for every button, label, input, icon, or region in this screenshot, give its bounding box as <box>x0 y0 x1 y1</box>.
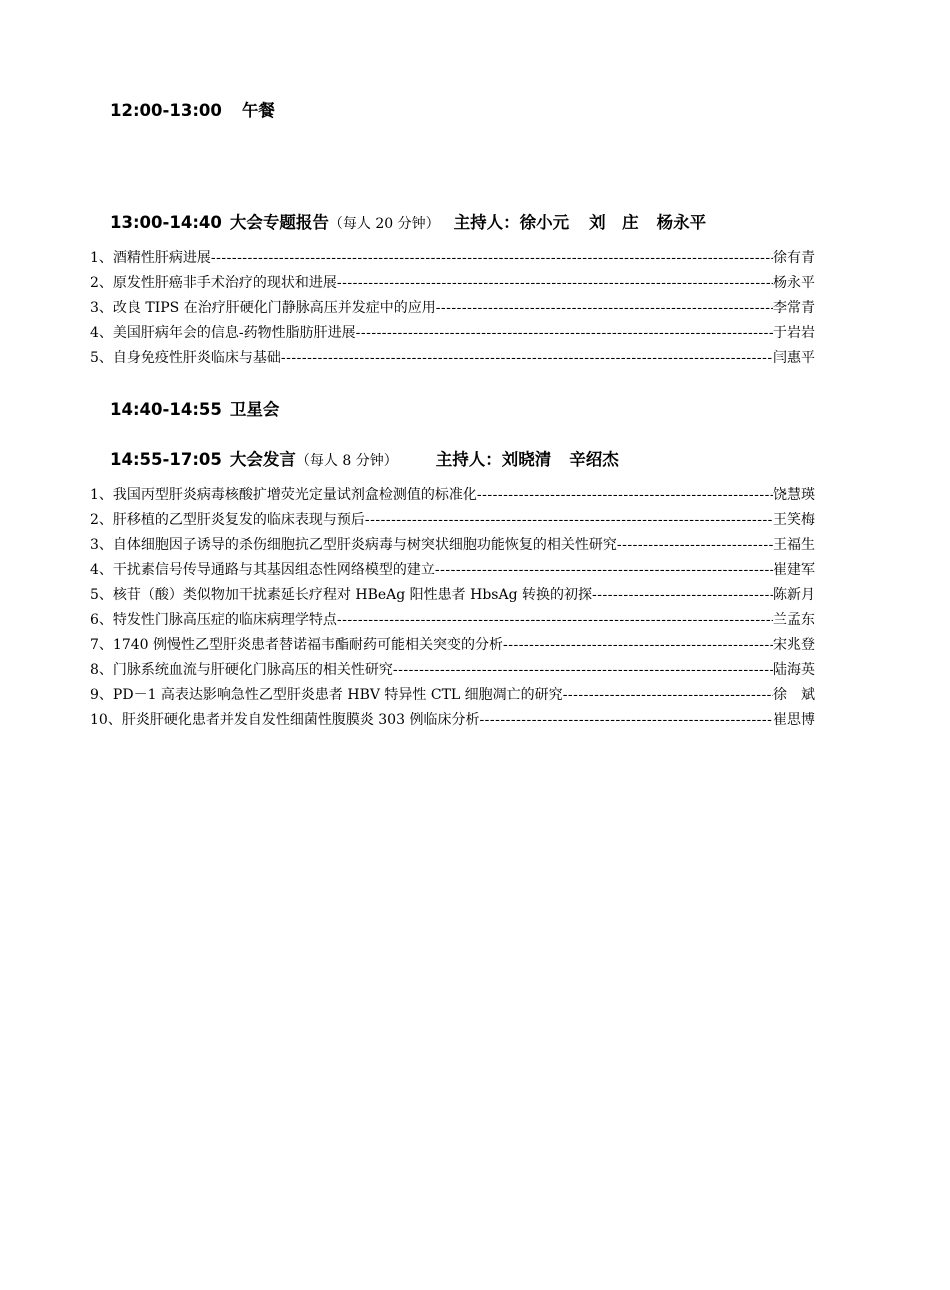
talk-item <box>90 708 815 733</box>
dash-leader <box>592 583 773 608</box>
talk-speaker: 杨永平 <box>773 275 815 291</box>
session2-title: 大会发言 <box>229 450 296 469</box>
dash-leader <box>337 271 773 296</box>
dash-leader <box>479 708 773 733</box>
session2-heading <box>110 449 619 472</box>
dash-leader <box>281 346 773 371</box>
talk-title: 3、改良 TIPS 在治疗肝硬化门静脉高压并发症中的应用 <box>90 300 436 316</box>
talk-title: 7、1740 例慢性乙型肝炎患者替诺福韦酯耐药可能相关突变的分析 <box>90 637 503 653</box>
talk-speaker: 崔思博 <box>773 712 815 728</box>
talk-speaker: 崔建军 <box>773 562 815 578</box>
talk-item <box>90 558 815 583</box>
session2-host: 刘晓清 <box>501 450 552 469</box>
lunch-time: 12:00-13:00 <box>110 101 222 120</box>
session2-host-label: 主持人： <box>435 450 502 469</box>
talk-title: 5、自身免疫性肝炎临床与基础 <box>90 350 281 366</box>
talk-speaker: 王笑梅 <box>773 512 815 528</box>
satellite-label: 卫星会 <box>229 400 280 419</box>
talk-title: 4、干扰素信号传导通路与其基因组态性网络模型的建立 <box>90 562 435 578</box>
dash-leader <box>435 558 773 583</box>
talk-title: 2、肝移植的乙型肝炎复发的临床表现与预后 <box>90 512 365 528</box>
talk-title: 2、原发性肝癌非手术治疗的现状和进展 <box>90 275 337 291</box>
talk-title: 3、自体细胞因子诱导的杀伤细胞抗乙型肝炎病毒与树突状细胞功能恢复的相关性研究 <box>90 537 617 553</box>
session1-talk-list <box>90 246 815 371</box>
talk-title: 9、PD－1 高表达影响急性乙型肝炎患者 HBV 特异性 CTL 细胞凋亡的研究 <box>90 687 563 703</box>
session1-title: 大会专题报告 <box>229 213 329 232</box>
talk-speaker: 陈新月 <box>773 587 815 603</box>
dash-leader <box>436 296 773 321</box>
talk-speaker: 于岩岩 <box>773 325 815 341</box>
talk-title: 8、门脉系统血流与肝硬化门脉高压的相关性研究 <box>90 662 393 678</box>
talk-item <box>90 296 815 321</box>
talk-title: 6、特发性门脉高压症的临床病理学特点 <box>90 612 337 628</box>
talk-item <box>90 271 815 296</box>
satellite-heading <box>110 399 279 421</box>
session1-host: 杨永平 <box>656 213 707 232</box>
lunch-heading <box>110 100 275 122</box>
session2-host: 辛绍杰 <box>569 450 619 469</box>
satellite-time: 14:40-14:55 <box>110 400 222 419</box>
talk-title: 4、美国肝病年会的信息-药物性脂肪肝进展 <box>90 325 356 341</box>
session1-host-label: 主持人： <box>453 213 520 232</box>
talk-item <box>90 533 815 558</box>
session1-time: 13:00-14:40 <box>110 213 222 232</box>
talk-item <box>90 658 815 683</box>
talk-speaker: 李常青 <box>773 300 815 316</box>
talk-speaker: 陆海英 <box>773 662 815 678</box>
session2-note: （每人 8 分钟） <box>295 453 398 469</box>
talk-item <box>90 608 815 633</box>
talk-speaker: 宋兆登 <box>773 637 815 653</box>
session1-host: 徐小元 <box>519 213 570 232</box>
talk-title: 10、肝炎肝硬化患者并发自发性细菌性腹膜炎 303 例临床分析 <box>90 712 480 728</box>
dash-leader <box>563 683 773 708</box>
dash-leader <box>356 321 773 346</box>
talk-item <box>90 583 815 608</box>
dash-leader <box>503 633 773 658</box>
dash-leader <box>477 483 773 508</box>
session2-talk-list <box>90 483 815 733</box>
talk-speaker: 徐有青 <box>773 250 815 266</box>
talk-speaker: 兰孟东 <box>773 612 815 628</box>
session1-heading <box>110 212 706 235</box>
session1-host: 刘 庄 <box>589 213 639 232</box>
talk-item <box>90 246 815 271</box>
talk-item <box>90 346 815 371</box>
talk-speaker: 徐 斌 <box>773 687 815 703</box>
dash-leader <box>393 658 773 683</box>
dash-leader <box>211 246 773 271</box>
talk-item <box>90 633 815 658</box>
session2-time: 14:55-17:05 <box>110 450 222 469</box>
talk-item <box>90 683 815 708</box>
talk-title: 1、酒精性肝病进展 <box>90 250 211 266</box>
talk-speaker: 饶慧瑛 <box>773 487 815 503</box>
talk-item <box>90 508 815 533</box>
session1-note: （每人 20 分钟） <box>328 216 440 232</box>
talk-title: 1、我国丙型肝炎病毒核酸扩增荧光定量试剂盒检测值的标准化 <box>90 487 477 503</box>
talk-speaker: 闫惠平 <box>773 350 815 366</box>
lunch-label: 午餐 <box>241 101 275 120</box>
dash-leader <box>617 533 773 558</box>
talk-title: 5、核苷（酸）类似物加干扰素延长疗程对 HBeAg 阳性患者 HbsAg 转换的初探 <box>90 587 593 603</box>
talk-speaker: 王福生 <box>773 537 815 553</box>
dash-leader <box>337 608 773 633</box>
talk-item <box>90 483 815 508</box>
talk-item <box>90 321 815 346</box>
dash-leader <box>365 508 773 533</box>
